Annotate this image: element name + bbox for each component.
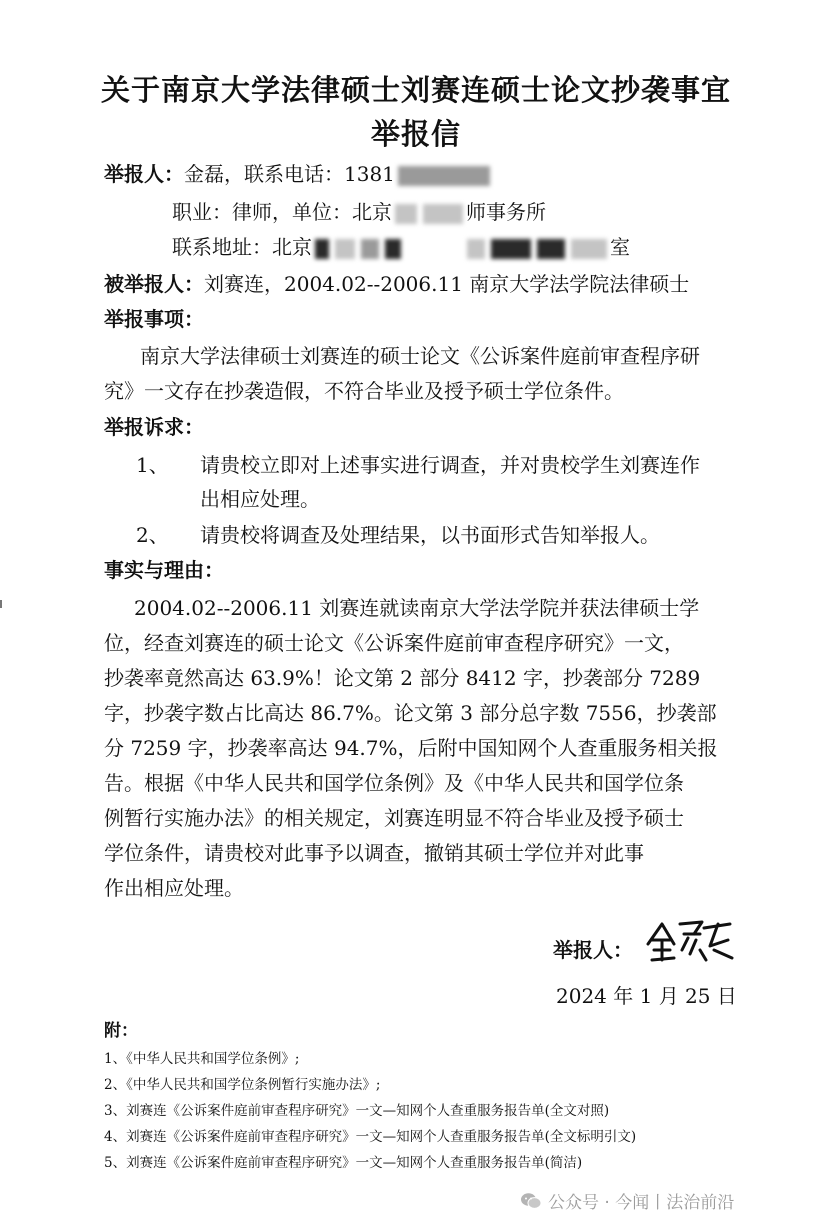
- facts-label: 事实与理由：: [104, 558, 224, 582]
- facts-line-2: 位，经查刘赛连的硕士论文《公诉案件庭前审查程序研究》一文，: [104, 631, 684, 655]
- phone-visible: 1381: [344, 162, 395, 186]
- phone-label: ，联系电话：: [224, 162, 344, 186]
- address-redaction-4: [385, 239, 401, 259]
- reported-text: 刘赛连，2004.02--2006.11 南京大学法学院法律硕士: [204, 272, 690, 296]
- address-redaction-6: [491, 239, 531, 259]
- facts-line-3: 抄袭率竟然高达 63.9%！论文第 2 部分 8412 字，抄袭部分 7289: [104, 666, 701, 690]
- title-line-2: 举报信: [370, 117, 461, 151]
- address-redaction-8: [571, 239, 607, 259]
- facts-line-6: 告。根据《中华人民共和国学位条例》及《中华人民共和国学位条: [104, 771, 684, 795]
- matter-label: 举报事项：: [104, 307, 204, 331]
- unit-label: ，单位：: [272, 200, 352, 224]
- demand-2-line-1: 请贵校将调查及处理结果，以书面形式告知举报人。: [200, 523, 660, 547]
- facts-line-1: 2004.02--2006.11 刘赛连就读南京大学法学院并获法律硕士学: [134, 596, 700, 620]
- page-edge-mark: [0, 600, 2, 608]
- address-suffix: 室: [610, 235, 630, 259]
- demand-1-line-2: 出相应处理。: [200, 487, 320, 511]
- annex-item-4: 4、刘赛连《公诉案件庭前审查程序研究》一文—知网个人查重服务报告单(全文标明引文): [104, 1129, 637, 1145]
- reporter-label: 举报人：: [104, 162, 184, 186]
- matter-line-1: 南京大学法律硕士刘赛连的硕士论文《公诉案件庭前审查程序研: [140, 344, 700, 368]
- facts-line-8: 学位条件，请贵校对此事予以调查，撤销其硕士学位并对此事: [104, 841, 644, 865]
- watermark: [520, 1188, 734, 1213]
- demand-1-line-1: 请贵校立即对上述事实进行调查，并对贵校学生刘赛连作: [200, 453, 700, 477]
- unit-suffix: 师事务所: [466, 200, 546, 224]
- demand-1-num: 1、: [136, 453, 169, 477]
- phone-redaction: [398, 166, 490, 186]
- facts-line-9: 作出相应处理。: [104, 876, 244, 900]
- address-redaction-2: [335, 239, 355, 259]
- watermark-text: 公众号 · 今闻丨法治前沿: [548, 1193, 735, 1213]
- demand-2-num: 2、: [136, 523, 169, 547]
- address-redaction-5: [467, 239, 485, 259]
- address-label: 联系地址：: [172, 235, 272, 259]
- signoff-label: 举报人：: [553, 938, 633, 962]
- address-redaction-7: [537, 239, 565, 259]
- address-redaction-1: [315, 239, 329, 259]
- annex-item-3: 3、刘赛连《公诉案件庭前审查程序研究》一文—知网个人查重服务报告单(全文对照): [104, 1103, 610, 1119]
- facts-line-5: 分 7259 字，抄袭率高达 94.7%，后附中国知网个人查重服务相关报: [104, 736, 718, 760]
- wechat-icon: [520, 1192, 542, 1210]
- job-label: 职业：: [172, 200, 232, 224]
- matter-line-2: 究》一文存在抄袭造假，不符合毕业及授予硕士学位条件。: [104, 379, 624, 403]
- demands-label: 举报诉求：: [104, 415, 204, 439]
- handwritten-signature: [640, 910, 736, 970]
- facts-line-7: 例暂行实施办法》的相关规定，刘赛连明显不符合毕业及授予硕士: [104, 806, 684, 830]
- address-redaction-3: [361, 239, 379, 259]
- title-line-1: 关于南京大学法律硕士刘赛连硕士论文抄袭事宜: [100, 73, 731, 107]
- unit-redaction-2: [423, 204, 463, 224]
- address-line: [172, 233, 630, 261]
- annex-label: 附：: [104, 1021, 138, 1041]
- unit-prefix: 北京: [352, 200, 392, 224]
- facts-line-4: 字，抄袭字数占比高达 86.7%。论文第 3 部分总字数 7556，抄袭部: [104, 701, 717, 725]
- annex-item-1: 1、《中华人民共和国学位条例》;: [104, 1051, 300, 1067]
- annex-item-5: 5、刘赛连《公诉案件庭前审查程序研究》一文—知网个人查重服务报告单(简洁): [104, 1155, 583, 1171]
- reported-line: [104, 270, 689, 298]
- reported-label: 被举报人：: [104, 272, 204, 296]
- signoff-date: 2024 年 1 月 25 日: [556, 984, 737, 1008]
- annex-item-2: 2、《中华人民共和国学位条例暂行实施办法》;: [104, 1077, 381, 1093]
- unit-redaction-1: [395, 204, 417, 224]
- job-line: [172, 198, 546, 226]
- address-prefix: 北京: [272, 235, 312, 259]
- reporter-name: 金磊: [184, 162, 224, 186]
- job-value: 律师: [232, 200, 272, 224]
- reporter-line: [104, 160, 493, 188]
